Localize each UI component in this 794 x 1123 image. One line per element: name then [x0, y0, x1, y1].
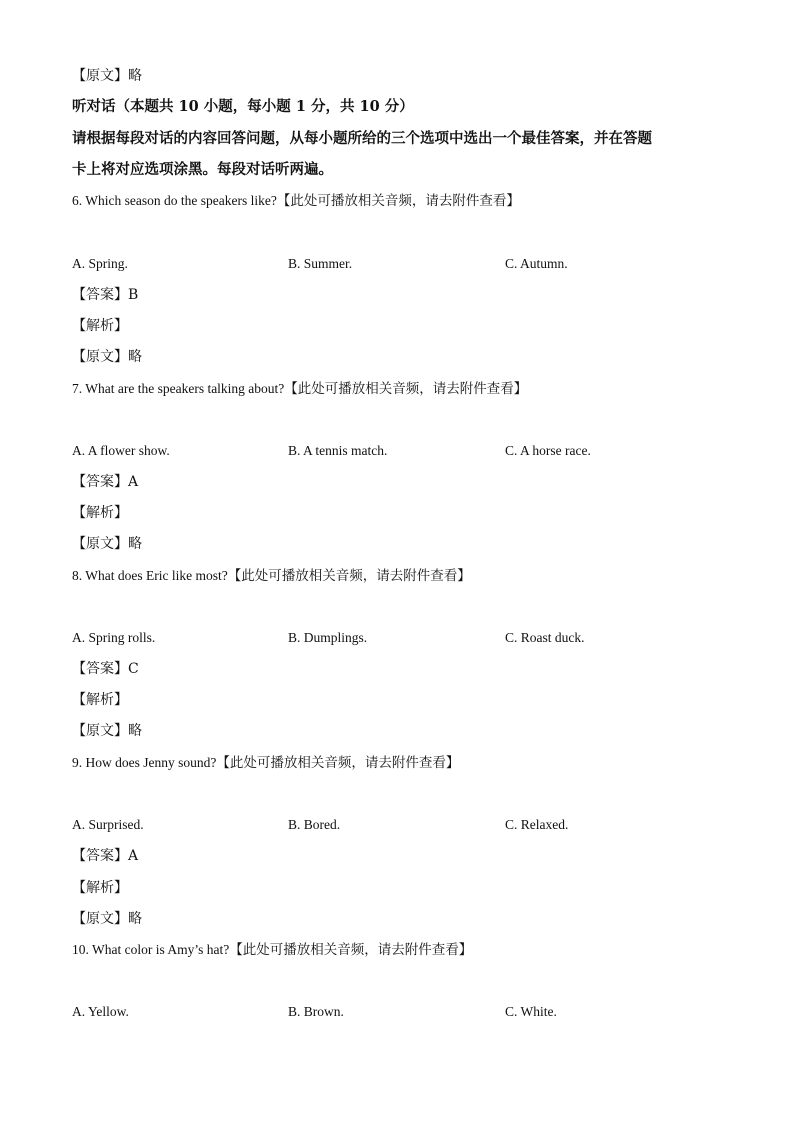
question-9-option-c: C. Relaxed. [505, 817, 569, 832]
question-9-option-a: A. Surprised. [72, 817, 144, 832]
question-7-option-b: B. A tennis match. [288, 443, 388, 458]
question-8-prompt: 8. What does Eric like most?【此处可播放相关音频，请去附件查看】 [72, 568, 471, 583]
question-8-option-c: C. Roast duck. [505, 630, 585, 645]
question-8-option-b: B. Dumplings. [288, 630, 368, 645]
question-8-original: 【原文】略 [72, 723, 142, 739]
question-9-option-b: B. Bored. [288, 817, 341, 832]
question-6-analysis: 【解析】 [72, 318, 128, 334]
question-6-original: 【原文】略 [72, 349, 142, 365]
question-6-answer: 【答案】B [72, 287, 139, 303]
question-9-prompt: 9. How does Jenny sound?【此处可播放相关音频，请去附件查看】 [72, 755, 460, 770]
question-7-option-a: A. A flower show. [72, 443, 170, 458]
question-7-prompt: 7. What are the speakers talking about?【此处可播放相关音频，请去附件查看】 [72, 381, 528, 396]
question-7-original: 【原文】略 [72, 536, 142, 552]
question-10-option-a: A. Yellow. [72, 1004, 129, 1019]
original-text-note: 【原文】略 [72, 68, 142, 84]
question-9-answer: 【答案】A [72, 848, 139, 864]
question-6-option-b: B. Summer. [288, 256, 353, 271]
question-6-option-c: C. Autumn. [505, 256, 568, 271]
question-7-answer: 【答案】A [72, 474, 139, 490]
question-8-analysis: 【解析】 [72, 692, 128, 708]
question-6-option-a: A. Spring. [72, 256, 128, 271]
question-9-original: 【原文】略 [72, 911, 142, 927]
section-instruction-line2: 卡上将对应选项涂黑。每段对话听两遍。 [72, 161, 333, 178]
question-8-answer: 【答案】C [72, 661, 139, 677]
question-7-analysis: 【解析】 [72, 505, 128, 521]
question-9-analysis: 【解析】 [72, 880, 128, 896]
question-6-prompt: 6. Which season do the speakers like?【此处可播放相关音频，请去附件查看】 [72, 193, 520, 208]
question-10-option-c: C. White. [505, 1004, 557, 1019]
section-instruction-line1: 请根据每段对话的内容回答问题，从每小题所给的三个选项中选出一个最佳答案，并在答题 [72, 130, 652, 147]
question-7-option-c: C. A horse race. [505, 443, 591, 458]
question-8-option-a: A. Spring rolls. [72, 630, 156, 645]
section-title: 听对话（本题共 10 小题，每小题 1 分，共 10 分） [72, 98, 414, 115]
question-10-prompt: 10. What color is Amy’s hat?【此处可播放相关音频，请去附件查看】 [72, 942, 473, 957]
question-10-option-b: B. Brown. [288, 1004, 344, 1019]
